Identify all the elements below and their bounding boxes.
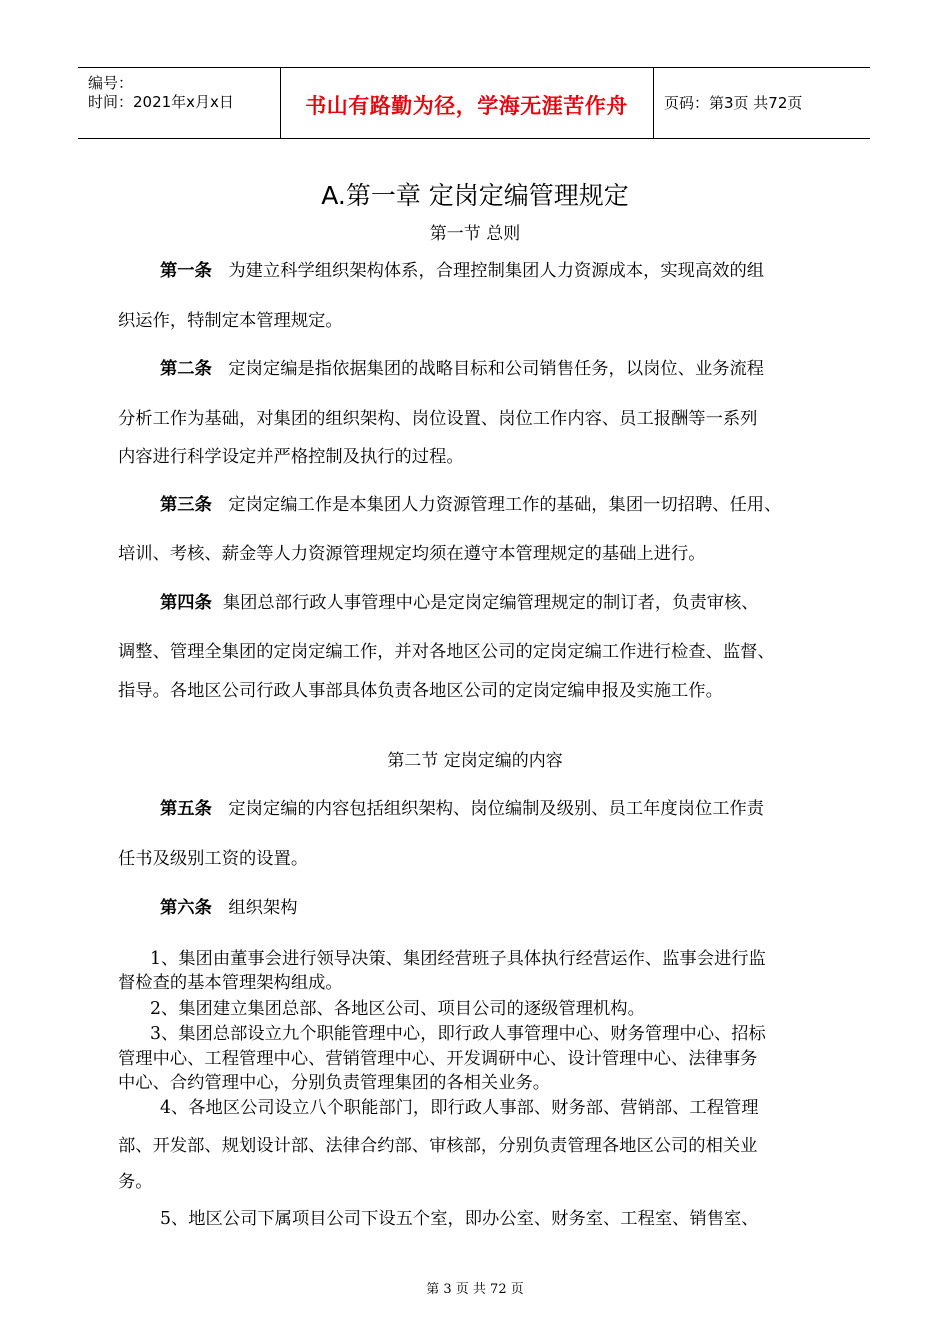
article-label: 第三条 <box>160 495 212 515</box>
article-text: 定岗定编的内容包括组织架构、岗位编制及级别、员工年度岗位工作责 <box>228 799 765 819</box>
article-label: 第二条 <box>160 359 212 379</box>
header-page-info: 页码：第3页 共72页 <box>664 94 803 112</box>
article-1-line-2: 织运作，特制定本管理规定。 <box>118 311 343 331</box>
article-label: 第四条 <box>160 593 212 613</box>
item-5-line-1: 5、地区公司下属项目公司下设五个室，即办公室、财务室、工程室、销售室、 <box>160 1209 759 1229</box>
header-motto-cell <box>280 68 654 138</box>
article-5-line-1 <box>160 794 764 819</box>
section-title: 第二节 定岗定编的内容 <box>387 751 563 771</box>
item-3-line-1: 3、集团总部设立九个职能管理中心，即行政人事管理中心、财务管理中心、招标 <box>150 1024 766 1044</box>
article-label: 第一条 <box>160 261 212 281</box>
article-6-line-1 <box>160 893 297 918</box>
article-2-line-1 <box>160 354 764 379</box>
article-4-line-1 <box>160 588 759 613</box>
article-5-line-2: 任书及级别工资的设置。 <box>118 849 309 869</box>
item-1-line-2: 督检查的基本管理架构组成。 <box>118 973 343 993</box>
item-1-line-1: 1、集团由董事会进行领导决策、集团经营班子具体执行经营运作、监事会进行监 <box>150 949 766 969</box>
item-2-line-1: 2、集团建立集团总部、各地区公司、项目公司的逐级管理机构。 <box>150 999 645 1019</box>
item-4-line-2: 部、开发部、规划设计部、法律合约部、审核部，分别负责管理各地区公司的相关业 <box>118 1136 758 1156</box>
article-4-line-3: 指导。各地区公司行政人事部具体负责各地区公司的定岗定编申报及实施工作。 <box>118 681 723 701</box>
page-header <box>78 67 870 139</box>
article-2-line-2: 分析工作为基础，对集团的组织架构、岗位设置、岗位工作内容、员工报酬等一系列 <box>118 409 758 429</box>
page-footer: 第 3 页 共 72 页 <box>426 1282 524 1297</box>
article-label: 第五条 <box>160 799 212 819</box>
article-text: 组织架构 <box>228 898 298 918</box>
header-info-cell <box>78 68 281 138</box>
article-label: 第六条 <box>160 898 212 918</box>
chapter-title: A.第一章 定岗定编管理规定 <box>321 181 629 210</box>
article-2-line-3: 内容进行科学设定并严格控制及执行的过程。 <box>118 447 464 467</box>
article-text: 定岗定编工作是本集团人力资源管理工作的基础，集团一切招聘、任用、 <box>228 495 782 515</box>
document-time-label: 时间：2021年x月x日 <box>88 93 234 111</box>
article-3-line-1 <box>160 490 781 515</box>
document-number-label: 编号： <box>88 74 134 92</box>
header-motto: 书山有路勤为径，学海无涯苦作舟 <box>305 94 628 118</box>
section-title: 第一节 总则 <box>429 224 521 244</box>
article-1-line-1 <box>160 256 764 281</box>
item-4-line-1: 4、各地区公司设立八个职能部门，即行政人事部、财务部、营销部、工程管理 <box>160 1098 759 1118</box>
header-page-cell <box>654 68 870 138</box>
article-text: 定岗定编是指依据集团的战略目标和公司销售任务，以岗位、业务流程 <box>228 359 765 379</box>
article-4-line-2: 调整、管理全集团的定岗定编工作，并对各地区公司的定岗定编工作进行检查、监督、 <box>118 642 775 662</box>
article-3-line-2: 培训、考核、薪金等人力资源管理规定均须在遵守本管理规定的基础上进行。 <box>118 544 706 564</box>
item-3-line-2: 管理中心、工程管理中心、营销管理中心、开发调研中心、设计管理中心、法律事务 <box>118 1049 758 1069</box>
article-text: 集团总部行政人事管理中心是定岗定编管理规定的制订者，负责审核、 <box>222 593 759 613</box>
item-4-line-3: 务。 <box>118 1172 153 1192</box>
article-text: 为建立科学组织架构体系，合理控制集团人力资源成本，实现高效的组 <box>228 261 765 281</box>
item-3-line-3: 中心、合约管理中心，分别负责管理集团的各相关业务。 <box>118 1073 551 1093</box>
